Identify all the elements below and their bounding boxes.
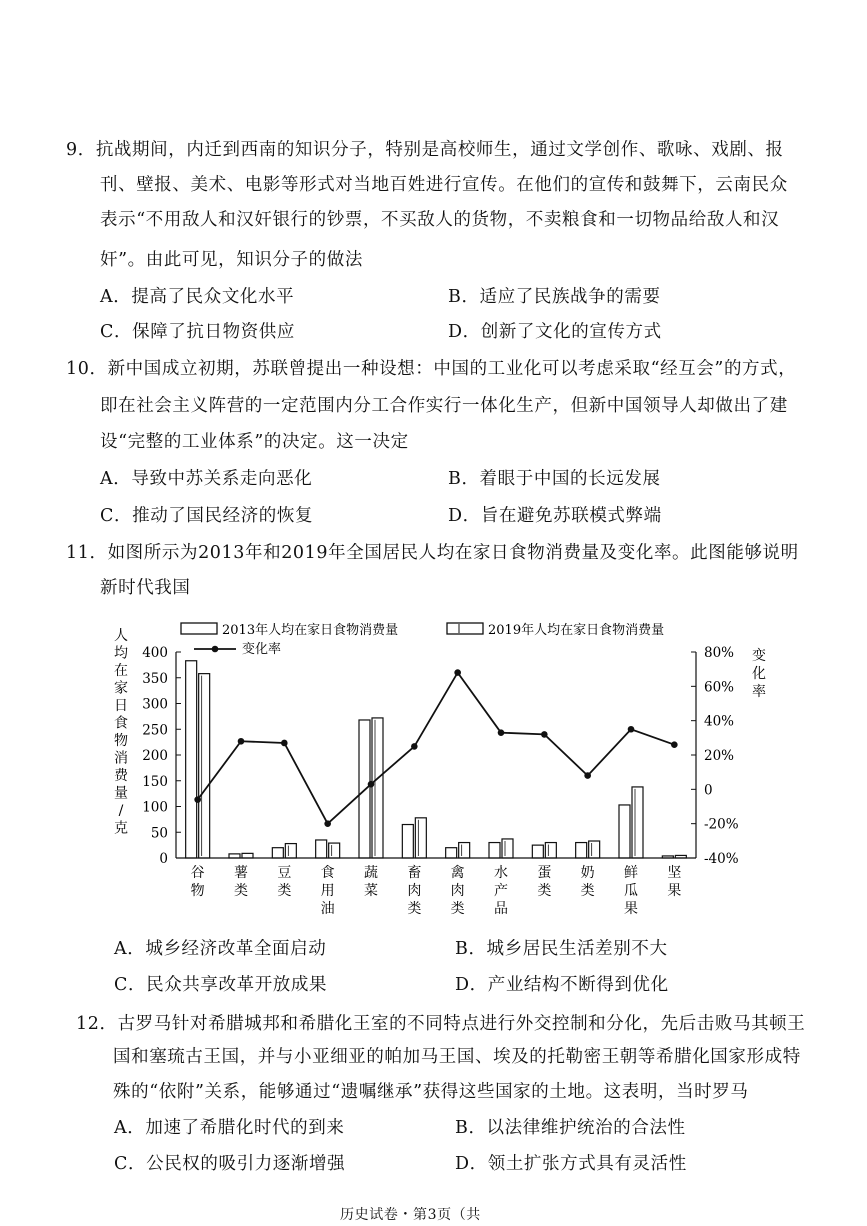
bar-2019: [502, 839, 513, 858]
change-rate-point: [368, 781, 375, 788]
bar-2019: [675, 855, 686, 858]
change-rate-point: [411, 743, 418, 750]
q10-option-b[interactable]: B．着眼于中国的长远发展: [448, 469, 661, 489]
category-label-char: 水: [494, 865, 508, 881]
category-label-char: 品: [494, 901, 508, 917]
y-axis-label-char: 均: [114, 645, 128, 662]
y-tick-label: 50: [150, 825, 168, 842]
q10-option-d[interactable]: D．旨在避免苏联模式弊端: [448, 506, 662, 526]
y-tick-label: 300: [142, 696, 168, 713]
q10-stem-line-3: 设“完整的工业体系”的决定。这一决定: [100, 432, 409, 452]
q12-option-d[interactable]: D．领土扩张方式具有灵活性: [455, 1154, 687, 1174]
change-rate-point: [671, 741, 678, 748]
category-label-char: 肉: [407, 883, 422, 899]
q11-stem-line-1: 11．如图所示为2013年和2019年全国居民人均在家日食物消费量及变化率。此图能够说明: [66, 543, 799, 563]
q10-option-a[interactable]: A．导致中苏关系走向恶化: [100, 469, 313, 489]
y-axis-label-char: 物: [114, 733, 128, 749]
q10-stem-line-1: 10．新中国成立初期，苏联曾提出一种设想：中国的工业化可以考虑采取“经互会”的方式，: [66, 359, 797, 379]
y-tick-label: 200: [142, 748, 168, 764]
y2-axis-label-char: 率: [752, 684, 766, 700]
y-tick-label: 0: [159, 851, 168, 867]
category-label-char: 禽: [450, 865, 465, 881]
y2-axis-label-char: 变: [752, 648, 766, 664]
q12-stem-line-1: 12．古罗马针对希腊城邦和希腊化王室的不同特点进行外交控制和分化，先后击败马其顿王: [76, 1014, 806, 1034]
category-label-char: 谷: [190, 865, 205, 881]
bar-2019: [329, 843, 340, 858]
q9-option-d[interactable]: D．创新了文化的宣传方式: [448, 322, 662, 342]
q11-option-a[interactable]: A．城乡经济改革全面启动: [114, 939, 327, 959]
category-label-char: 果: [624, 901, 638, 917]
q9-option-c[interactable]: C．保障了抗日物资供应: [100, 322, 295, 342]
legend-2013-swatch: [181, 623, 217, 634]
category-label-char: 瓜: [624, 883, 638, 899]
y-axis-label-char: 在: [114, 663, 128, 679]
change-rate-point: [628, 726, 635, 733]
category-label-char: 蔬: [364, 865, 378, 881]
q11-option-c[interactable]: C．民众共享改革开放成果: [114, 975, 328, 995]
category-label-char: 肉: [450, 883, 465, 899]
y-axis-label-char: 日: [114, 698, 128, 714]
food-consumption-chart: [0, 612, 867, 932]
bar-2013: [272, 848, 283, 858]
change-rate-line: [198, 673, 675, 824]
legend-2019-swatch: [447, 623, 483, 634]
q12-option-a[interactable]: A．加速了希腊化时代的到来: [114, 1118, 345, 1138]
change-rate-point: [541, 731, 548, 738]
y2-tick-label: 20%: [704, 748, 735, 764]
change-rate-point: [238, 738, 245, 745]
category-label-char: 豆: [277, 865, 292, 881]
change-rate-point: [194, 796, 201, 803]
q9-stem-line-4: 奸”。由此可见，知识分子的做法: [100, 250, 363, 270]
category-label-char: 畜: [407, 865, 422, 881]
q11-option-b[interactable]: B．城乡居民生活差别不大: [455, 939, 668, 959]
y2-tick-label: 80%: [704, 645, 735, 661]
q12-stem-line-2: 国和塞琉古王国，并与小亚细亚的帕加马王国、埃及的托勒密王朝等希腊化国家形成特: [113, 1047, 801, 1067]
y-tick-label: 250: [142, 722, 168, 739]
category-label-char: 用: [320, 883, 335, 899]
bar-2013: [662, 856, 673, 858]
bar-2013: [316, 840, 327, 858]
y-tick-label: 350: [142, 670, 168, 687]
change-rate-point: [324, 820, 331, 827]
change-rate-point: [498, 729, 505, 736]
category-label-char: 果: [667, 883, 682, 899]
bar-2013: [402, 825, 413, 858]
category-label-char: 食: [320, 865, 335, 881]
q11-option-d[interactable]: D．产业结构不断得到优化: [455, 975, 669, 995]
y2-tick-label: -20%: [704, 816, 739, 833]
bar-2013: [186, 661, 197, 858]
bar-2019: [285, 844, 296, 858]
change-rate-point: [454, 669, 461, 676]
y2-tick-label: 0: [704, 782, 713, 799]
y2-axis-label: [752, 647, 766, 700]
legend-rate-label: 变化率: [242, 642, 282, 657]
category-label-char: 奶: [580, 865, 595, 881]
category-label-char: 类: [277, 883, 292, 899]
y-axis-label-char: /: [118, 803, 124, 819]
category-label-char: 类: [450, 901, 465, 917]
y-axis-label: [114, 628, 129, 837]
bar-2019: [459, 843, 470, 858]
q12-stem-line-3: 殊的“依附”关系，能够通过“遗嘱继承”获得这些国家的土地。这表明，当时罗马: [113, 1082, 749, 1102]
category-label-char: 菜: [364, 883, 378, 899]
y-axis-label-char: 费: [114, 768, 128, 784]
y2-axis-label-char: 化: [752, 666, 766, 682]
category-label-char: 产: [494, 883, 508, 899]
category-label-char: 油: [320, 901, 335, 917]
y2-tick-label: 60%: [704, 679, 735, 696]
legend-2019-label: 2019年人均在家日食物消费量: [488, 623, 665, 638]
category-label-char: 坚: [667, 865, 682, 881]
change-rate-point: [584, 772, 591, 779]
bar-2019: [372, 718, 383, 858]
category-label-char: 薯: [234, 865, 248, 881]
q12-option-c[interactable]: C．公民权的吸引力逐渐增强: [114, 1154, 346, 1174]
q9-stem-line-1: 9．抗战期间，内迁到西南的知识分子，特别是高校师生，通过文学创作、歌咏、戏剧、报: [66, 140, 784, 160]
q9-stem-line-2: 刊、壁报、美术、电影等形式对当地百姓进行宣传。在他们的宣传和鼓舞下，云南民众: [100, 175, 788, 195]
y-tick-label: 150: [142, 773, 168, 790]
category-label-char: 类: [407, 901, 422, 917]
bar-2013: [489, 843, 500, 858]
legend-2013-label: 2013年人均在家日食物消费量: [222, 623, 399, 638]
y-tick-label: 100: [142, 799, 168, 816]
bar-2019: [632, 787, 643, 858]
bar-2019: [415, 818, 426, 858]
category-label-char: 类: [234, 883, 248, 899]
q9-option-b[interactable]: B．适应了民族战争的需要: [448, 287, 661, 307]
y-axis-label-char: 食: [114, 715, 128, 732]
bar-2019: [589, 841, 600, 858]
category-label-char: 物: [190, 883, 205, 899]
bar-2019: [242, 853, 253, 858]
chart-legend: [181, 622, 664, 657]
category-label-char: 蛋: [537, 865, 552, 881]
bar-2013: [532, 845, 543, 858]
bar-2013: [446, 848, 457, 858]
y2-tick-label: 40%: [704, 713, 735, 730]
page-footer: 历史试卷・第3页（共: [340, 1207, 481, 1223]
y-axis-label-char: 量: [114, 785, 128, 802]
category-label-char: 类: [580, 883, 595, 899]
y-tick-label: 400: [142, 645, 168, 661]
q9-stem-line-3: 表示“不用敌人和汉奸银行的钞票，不买敌人的货物，不卖粮食和一切物品给敌人和汉: [100, 210, 780, 230]
y-axis-label-char: 消: [114, 750, 128, 767]
y-axis-label-char: 克: [114, 820, 128, 837]
bar-2013: [619, 805, 630, 858]
q11-stem-line-2: 新时代我国: [100, 578, 191, 598]
q10-stem-line-2: 即在社会主义阵营的一定范围内分工合作实行一体化生产，但新中国领导人却做出了建: [100, 396, 788, 416]
change-rate-point: [281, 740, 288, 747]
legend-rate-marker: [212, 646, 219, 653]
bar-2019: [199, 674, 210, 858]
q9-option-a[interactable]: A．提高了民众文化水平: [100, 287, 295, 307]
bar-2019: [545, 843, 556, 858]
bar-2013: [229, 854, 240, 858]
q12-option-b[interactable]: B．以法律维护统治的合法性: [455, 1118, 686, 1138]
category-label-char: 鲜: [624, 865, 638, 881]
y2-tick-label: -40%: [704, 851, 739, 867]
y-axis-label-char: 人: [114, 628, 128, 644]
q10-option-c[interactable]: C．推动了国民经济的恢复: [100, 506, 314, 526]
y-axis-label-char: 家: [114, 680, 128, 697]
category-label-char: 类: [537, 883, 552, 899]
bar-2013: [576, 843, 587, 858]
